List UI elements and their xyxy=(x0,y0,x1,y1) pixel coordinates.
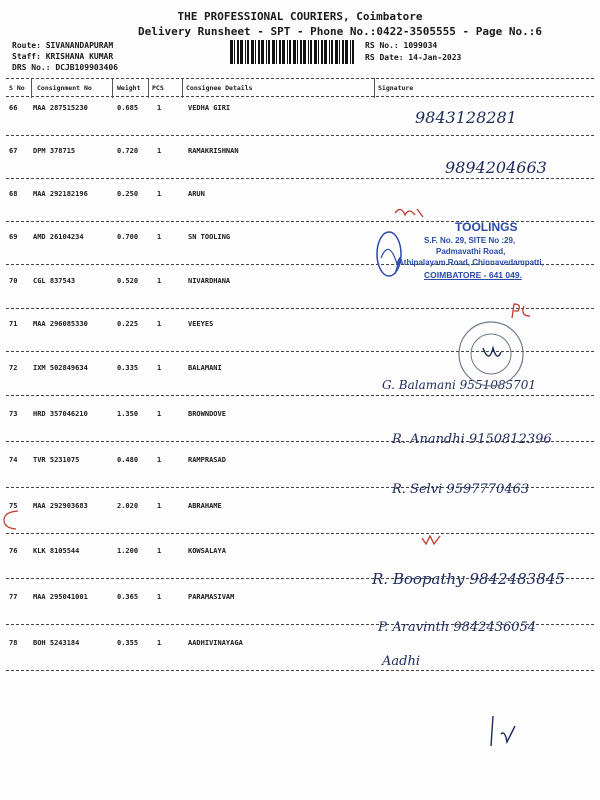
row-pcs: 1 xyxy=(157,410,162,418)
row-weight: 0.720 xyxy=(117,147,139,155)
staff-label: Staff: KRISHANA KUMAR xyxy=(12,52,114,61)
handwritten-signature: R. Anandhi 9150812396 xyxy=(392,432,552,447)
stamp-line-3: Athipalayam Road, Chinnavedampatti, xyxy=(398,258,544,267)
barcode-bar xyxy=(342,40,344,64)
col-separator xyxy=(31,78,32,98)
barcode-bar xyxy=(245,40,246,64)
handwritten-signature: 9843128281 xyxy=(415,108,517,127)
row-pcs: 1 xyxy=(157,502,162,510)
row-consignee: AADHIVINAYAGA xyxy=(188,639,243,647)
col-separator xyxy=(148,78,149,98)
barcode-bar xyxy=(324,40,327,64)
barcode-bar xyxy=(230,40,233,64)
barcode-bar xyxy=(261,40,264,64)
row-sno: 75 xyxy=(9,502,18,510)
stamp-line-2: Padmavathi Road, xyxy=(436,247,506,256)
barcode-bar xyxy=(240,40,243,64)
row-divider xyxy=(6,395,594,396)
route-label: Route: SIVANANDAPURAM xyxy=(12,41,114,50)
row-weight: 0.685 xyxy=(117,104,139,112)
row-sno: 76 xyxy=(9,547,18,555)
col-separator xyxy=(374,78,375,98)
row-consignment: AMD 26104234 xyxy=(33,233,84,241)
barcode-bar xyxy=(350,40,351,64)
stamp-line-1: S.F. No. 29, SITE No :29, xyxy=(424,236,516,245)
row-consignee: NIVARDHANA xyxy=(188,277,231,285)
row-consignment: MAA 292903683 xyxy=(33,502,88,510)
row-consignment: BOH 5243184 xyxy=(33,639,80,647)
barcode-bar xyxy=(352,40,354,64)
round-seal-stamp xyxy=(455,318,527,390)
barcode-bar xyxy=(287,40,288,64)
row-weight: 0.355 xyxy=(117,639,139,647)
row-sno: 68 xyxy=(9,190,18,198)
row-divider xyxy=(6,533,594,534)
row-consignment: IXM 502849634 xyxy=(33,364,88,372)
row-pcs: 1 xyxy=(157,147,162,155)
barcode-bar xyxy=(237,40,239,64)
row-consignment: MAA 287515230 xyxy=(33,104,88,112)
barcode-bar xyxy=(279,40,281,64)
row-consignment: MAA 292182196 xyxy=(33,190,88,198)
row-consignment: TVR 5231075 xyxy=(33,456,80,464)
row-sno: 66 xyxy=(9,104,18,112)
circle-mark-icon xyxy=(0,508,22,532)
row-divider xyxy=(6,135,594,136)
row-weight: 1.350 xyxy=(117,410,139,418)
barcode-bar xyxy=(300,40,302,64)
runsheet-subtitle: Delivery Runsheet - SPT - Phone No.:0422-3505555 - Page No.:6 xyxy=(138,25,542,38)
drs-label: DRS No.: DCJB109903406 xyxy=(12,63,118,72)
barcode-bar xyxy=(255,40,256,64)
barcode-bar xyxy=(251,40,254,64)
barcode-bar xyxy=(289,40,291,64)
barcode-bar xyxy=(303,40,306,64)
barcode-bar xyxy=(331,40,333,64)
handwritten-signature: R. Boopathy 9842483845 xyxy=(372,570,565,588)
row-consignee: RAMPRASAD xyxy=(188,456,226,464)
barcode-bar xyxy=(293,40,296,64)
barcode-bar xyxy=(308,40,309,64)
rs-date: RS Date: 14-Jan-2023 xyxy=(365,53,462,62)
barcode-bar xyxy=(314,40,317,64)
row-sno: 67 xyxy=(9,147,18,155)
red-mark-icon xyxy=(393,203,433,223)
barcode-bar xyxy=(345,40,348,64)
row-weight: 0.520 xyxy=(117,277,139,285)
barcode-bar xyxy=(234,40,235,64)
row-consignment: MAA 296085330 xyxy=(33,320,88,328)
row-sno: 77 xyxy=(9,593,18,601)
company-title: THE PROFESSIONAL COURIERS, Coimbatore xyxy=(177,10,423,23)
barcode-bar xyxy=(310,40,312,64)
row-divider xyxy=(6,178,594,179)
handwritten-signature: R. Selvi 9597770463 xyxy=(392,482,530,497)
barcode-bar xyxy=(318,40,319,64)
handwritten-signature: G. Balamani 9551085701 xyxy=(382,378,537,392)
row-pcs: 1 xyxy=(157,456,162,464)
handwritten-signature: 9894204663 xyxy=(445,158,547,177)
row-consignee: BALAMANI xyxy=(188,364,222,372)
row-weight: 0.480 xyxy=(117,456,139,464)
row-sno: 70 xyxy=(9,277,18,285)
row-weight: 1.200 xyxy=(117,547,139,555)
row-consignee: ARUN xyxy=(188,190,205,198)
barcode-bar xyxy=(258,40,260,64)
table-row xyxy=(0,495,600,535)
col-consignee: Consignee Details xyxy=(186,84,253,92)
barcode-bar xyxy=(247,40,249,64)
row-pcs: 1 xyxy=(157,104,162,112)
col-weight: Weight xyxy=(117,84,141,92)
row-consignment: DPM 378715 xyxy=(33,147,76,155)
row-pcs: 1 xyxy=(157,277,162,285)
row-sno: 74 xyxy=(9,456,18,464)
end-mark-icon xyxy=(487,712,537,752)
rs-info xyxy=(365,40,461,64)
row-pcs: 1 xyxy=(157,547,162,555)
row-sno: 73 xyxy=(9,410,18,418)
handwritten-signature: P. Aravinth 9842436054 xyxy=(378,620,537,635)
row-consignment: HRD 357046210 xyxy=(33,410,88,418)
barcode-bar xyxy=(266,40,267,64)
row-pcs: 1 xyxy=(157,364,162,372)
row-divider xyxy=(6,308,594,309)
col-sno: S No xyxy=(9,84,25,92)
col-consignment: Consignment No xyxy=(37,84,92,92)
row-weight: 0.335 xyxy=(117,364,139,372)
barcode-bar xyxy=(268,40,270,64)
red-mark-icon xyxy=(420,532,450,548)
barcode-bar xyxy=(276,40,277,64)
stamp-name: TOOLINGS xyxy=(455,220,518,234)
row-consignee: KOWSALAYA xyxy=(188,547,226,555)
row-consignee: RAMAKRISHNAN xyxy=(188,147,239,155)
barcode-bar xyxy=(335,40,338,64)
barcode-bar xyxy=(282,40,285,64)
barcode-bar xyxy=(339,40,340,64)
col-pcs: PCS xyxy=(152,84,164,92)
rs-number: RS No.: 1099034 xyxy=(365,41,438,50)
row-sno: 71 xyxy=(9,320,18,328)
barcode-bar xyxy=(272,40,275,64)
row-consignee: ABRAHAME xyxy=(188,502,222,510)
row-consignee: PARAMASIVAM xyxy=(188,593,235,601)
row-weight: 2.020 xyxy=(117,502,139,510)
row-consignment: MAA 295041001 xyxy=(33,593,88,601)
header-divider-top xyxy=(6,78,594,79)
row-pcs: 1 xyxy=(157,320,162,328)
barcode-bar xyxy=(321,40,323,64)
row-consignee: VEDHA GIRI xyxy=(188,104,231,112)
route-info xyxy=(12,40,118,73)
table-row xyxy=(0,183,600,223)
row-pcs: 1 xyxy=(157,233,162,241)
row-sno: 72 xyxy=(9,364,18,372)
row-sno: 78 xyxy=(9,639,18,647)
barcode-bar xyxy=(297,40,298,64)
row-consignment: KLK 8105544 xyxy=(33,547,80,555)
row-consignee: BROWNDOVE xyxy=(188,410,226,418)
barcode xyxy=(230,40,358,64)
red-mark-icon xyxy=(508,302,538,322)
handwritten-signature: Aadhi xyxy=(382,654,420,669)
row-pcs: 1 xyxy=(157,190,162,198)
row-consignee: SN TOOLING xyxy=(188,233,231,241)
row-weight: 0.365 xyxy=(117,593,139,601)
row-consignee: VEEYES xyxy=(188,320,214,328)
stamp-line-4: COIMBATORE - 641 049. xyxy=(424,270,522,280)
col-separator xyxy=(112,78,113,98)
col-separator xyxy=(182,78,183,98)
barcode-bar xyxy=(329,40,330,64)
row-weight: 0.225 xyxy=(117,320,139,328)
row-pcs: 1 xyxy=(157,593,162,601)
row-consignment: CGL 837543 xyxy=(33,277,76,285)
row-weight: 0.250 xyxy=(117,190,139,198)
row-sno: 69 xyxy=(9,233,18,241)
table-row xyxy=(0,632,600,672)
row-pcs: 1 xyxy=(157,639,162,647)
col-signature: Signature xyxy=(378,84,414,92)
row-weight: 0.700 xyxy=(117,233,139,241)
row-divider xyxy=(6,670,594,671)
